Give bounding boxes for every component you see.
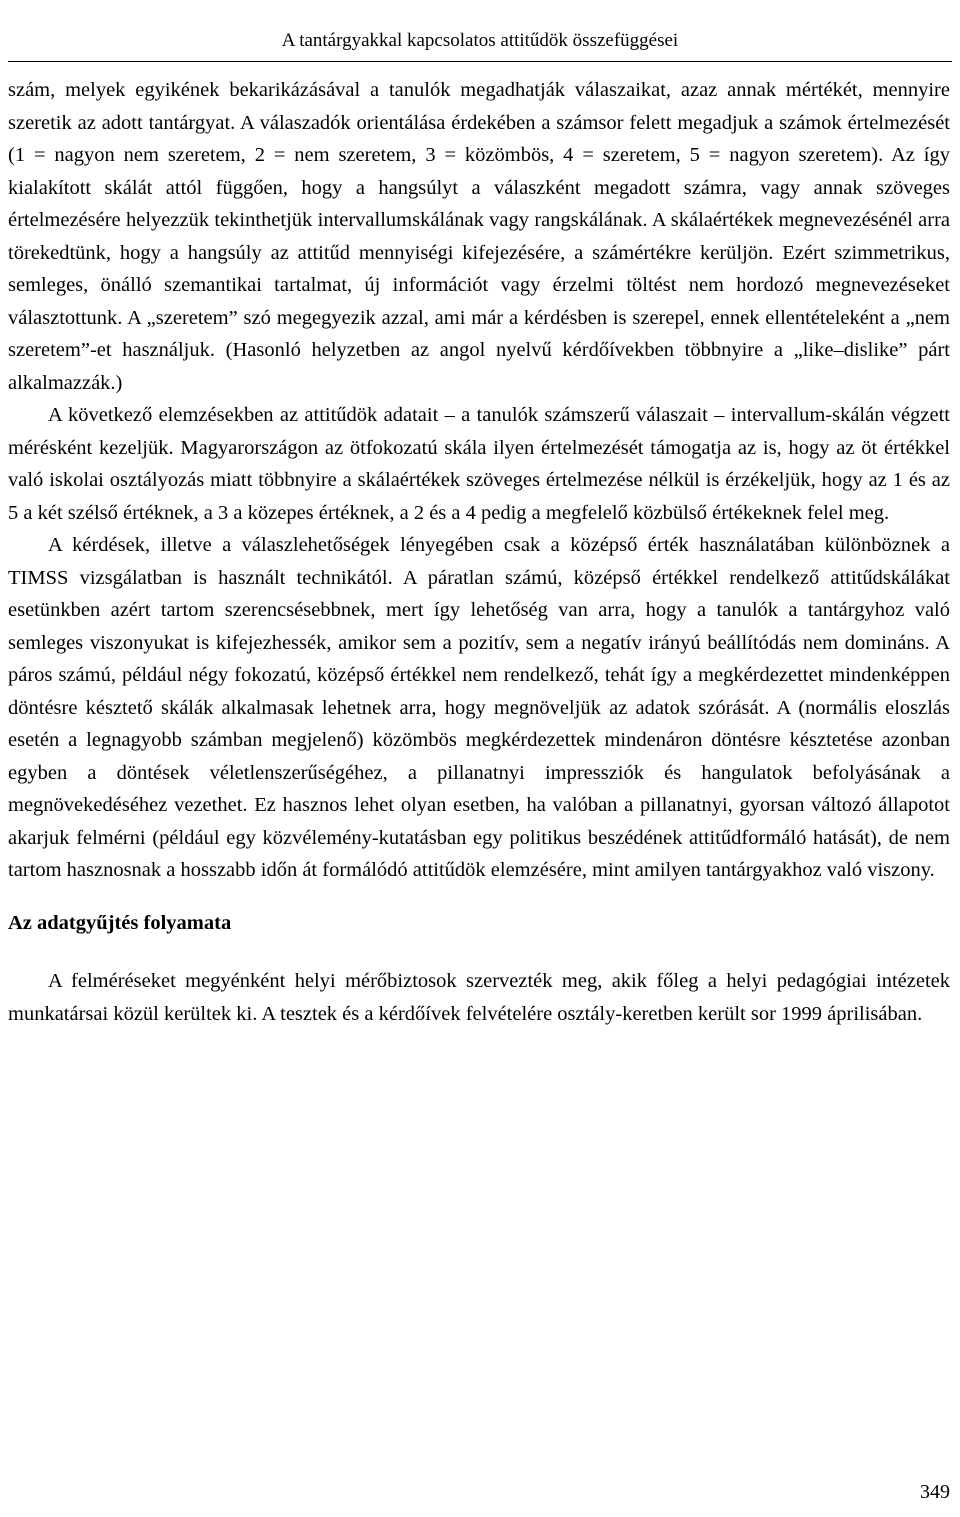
paragraph-interval-scale: A következő elemzésekben az attitűdök adatait – a tanulók számszerű válaszait – intervallum-skálán végzett mérésként kezeljük. Magyarországon az ötfokozatú skála ilyen értelmezését támogatja az is, hogy az öt értékkel való iskolai osztályozás miatt többnyire a skálaértékek szöveges értelmezése nélkül is érzékeljük, hogy az 1 és az 5 a két szélső értéknek, a 3 a közepes értéknek, a 2 és a 4 pedig a megfelelő közbülső értékeknek felel meg.	[8, 404, 950, 524]
header-divider	[8, 61, 952, 62]
section-heading: Az adatgyűjtés folyamata	[8, 911, 232, 934]
heading-spacer	[8, 939, 950, 965]
paragraph-continued: szám, melyek egyikének bekarikázásával a tanulók megadhatják válaszaikat, azaz annak mértékét, mennyire szeretik az adott tantárgyat. A válaszadók orientálása érdekében a számsor felett megadjuk a számok értelmezését (1 = nagyon nem szeretem, 2 = nem szeretem, 3 = közömbös, 4 = szeretem, 5 = nagyon szeretem). Az így kialakított skálát attól függően, hogy a hangsúlyt a válaszként megadott számra, vagy annak szöveges értelmezésére helyezzük tekinthetjük intervallumskálának vagy rangskálának. A skálaértékek megnevezésénél arra törekedtünk, hogy a hangsúly az attitűd mennyiségi kifejezésére, a számértékre kerüljön. Ezért szimmetrikus, semleges, önálló szemantikai tartalmat, új információt vagy érzelmi töltést nem hordozó megnevezéseket választottunk. A „szeretem” szó megegyezik azzal, ami már a kérdésben is szerepel, ennek ellentételeként a „nem szeretem”-et használjuk. (Hasonló helyzetben az angol nyelvű kérdőívekben többnyire a „like–dislike” párt alkalmazzák.)	[8, 79, 950, 394]
paragraph-data-collection: A felméréseket megyénként helyi mérőbiztosok szervezték meg, akik főleg a helyi pedagógiai intézetek munkatársai közül kerültek ki. A tesztek és a kérdőívek felvételére osztály-keretben került sor 1999 áprilisában.	[8, 970, 950, 1025]
body-text	[8, 74, 950, 1030]
paragraph-timss-comparison: A kérdések, illetve a válaszlehetőségek lényegében csak a középső érték használatában különböznek a TIMSS vizsgálatban is használt technikától. A páratlan számú, középső értékkel rendelkező attitűdskálákat esetünkben azért tartom szerencsésebbnek, mert így lehetőség van arra, hogy a tanulók a tantárgyhoz való semleges viszonyukat is kifejezhessék, amikor sem a pozitív, sem a negatív irányú beállítódás nem domináns. A páros számú, például négy fokozatú, középső értékkel nem rendelkező, tehát így a megkérdezettet mindenképpen döntésre késztető skálák alkalmasak lehetnek arra, hogy megnöveljük az adatok szórását. A (normális eloszlás esetén a legnagyobb számban megjelenő) közömbös megkérdezettek mindenáron döntésre késztetése azonban egyben a döntések véletlenszerűségéhez, a pillanatnyi impressziók és hangulatok befolyásának a megnövekedéséhez vezethet. Ez hasznos lehet olyan esetben, ha valóban a pillanatnyi, gyorsan változó állapotot akarjuk felmérni (például egy közvélemény-kutatásban egy politikus beszédének attitűdformáló hatását), de nem tartom hasznosnak a hosszabb időn át formálódó attitűdök elemzésére, mint amilyen tantárgyakhoz való viszony.	[8, 534, 950, 881]
running-header: A tantárgyakkal kapcsolatos attitűdök összefüggései	[281, 30, 679, 51]
page-number: 349	[920, 1481, 950, 1503]
